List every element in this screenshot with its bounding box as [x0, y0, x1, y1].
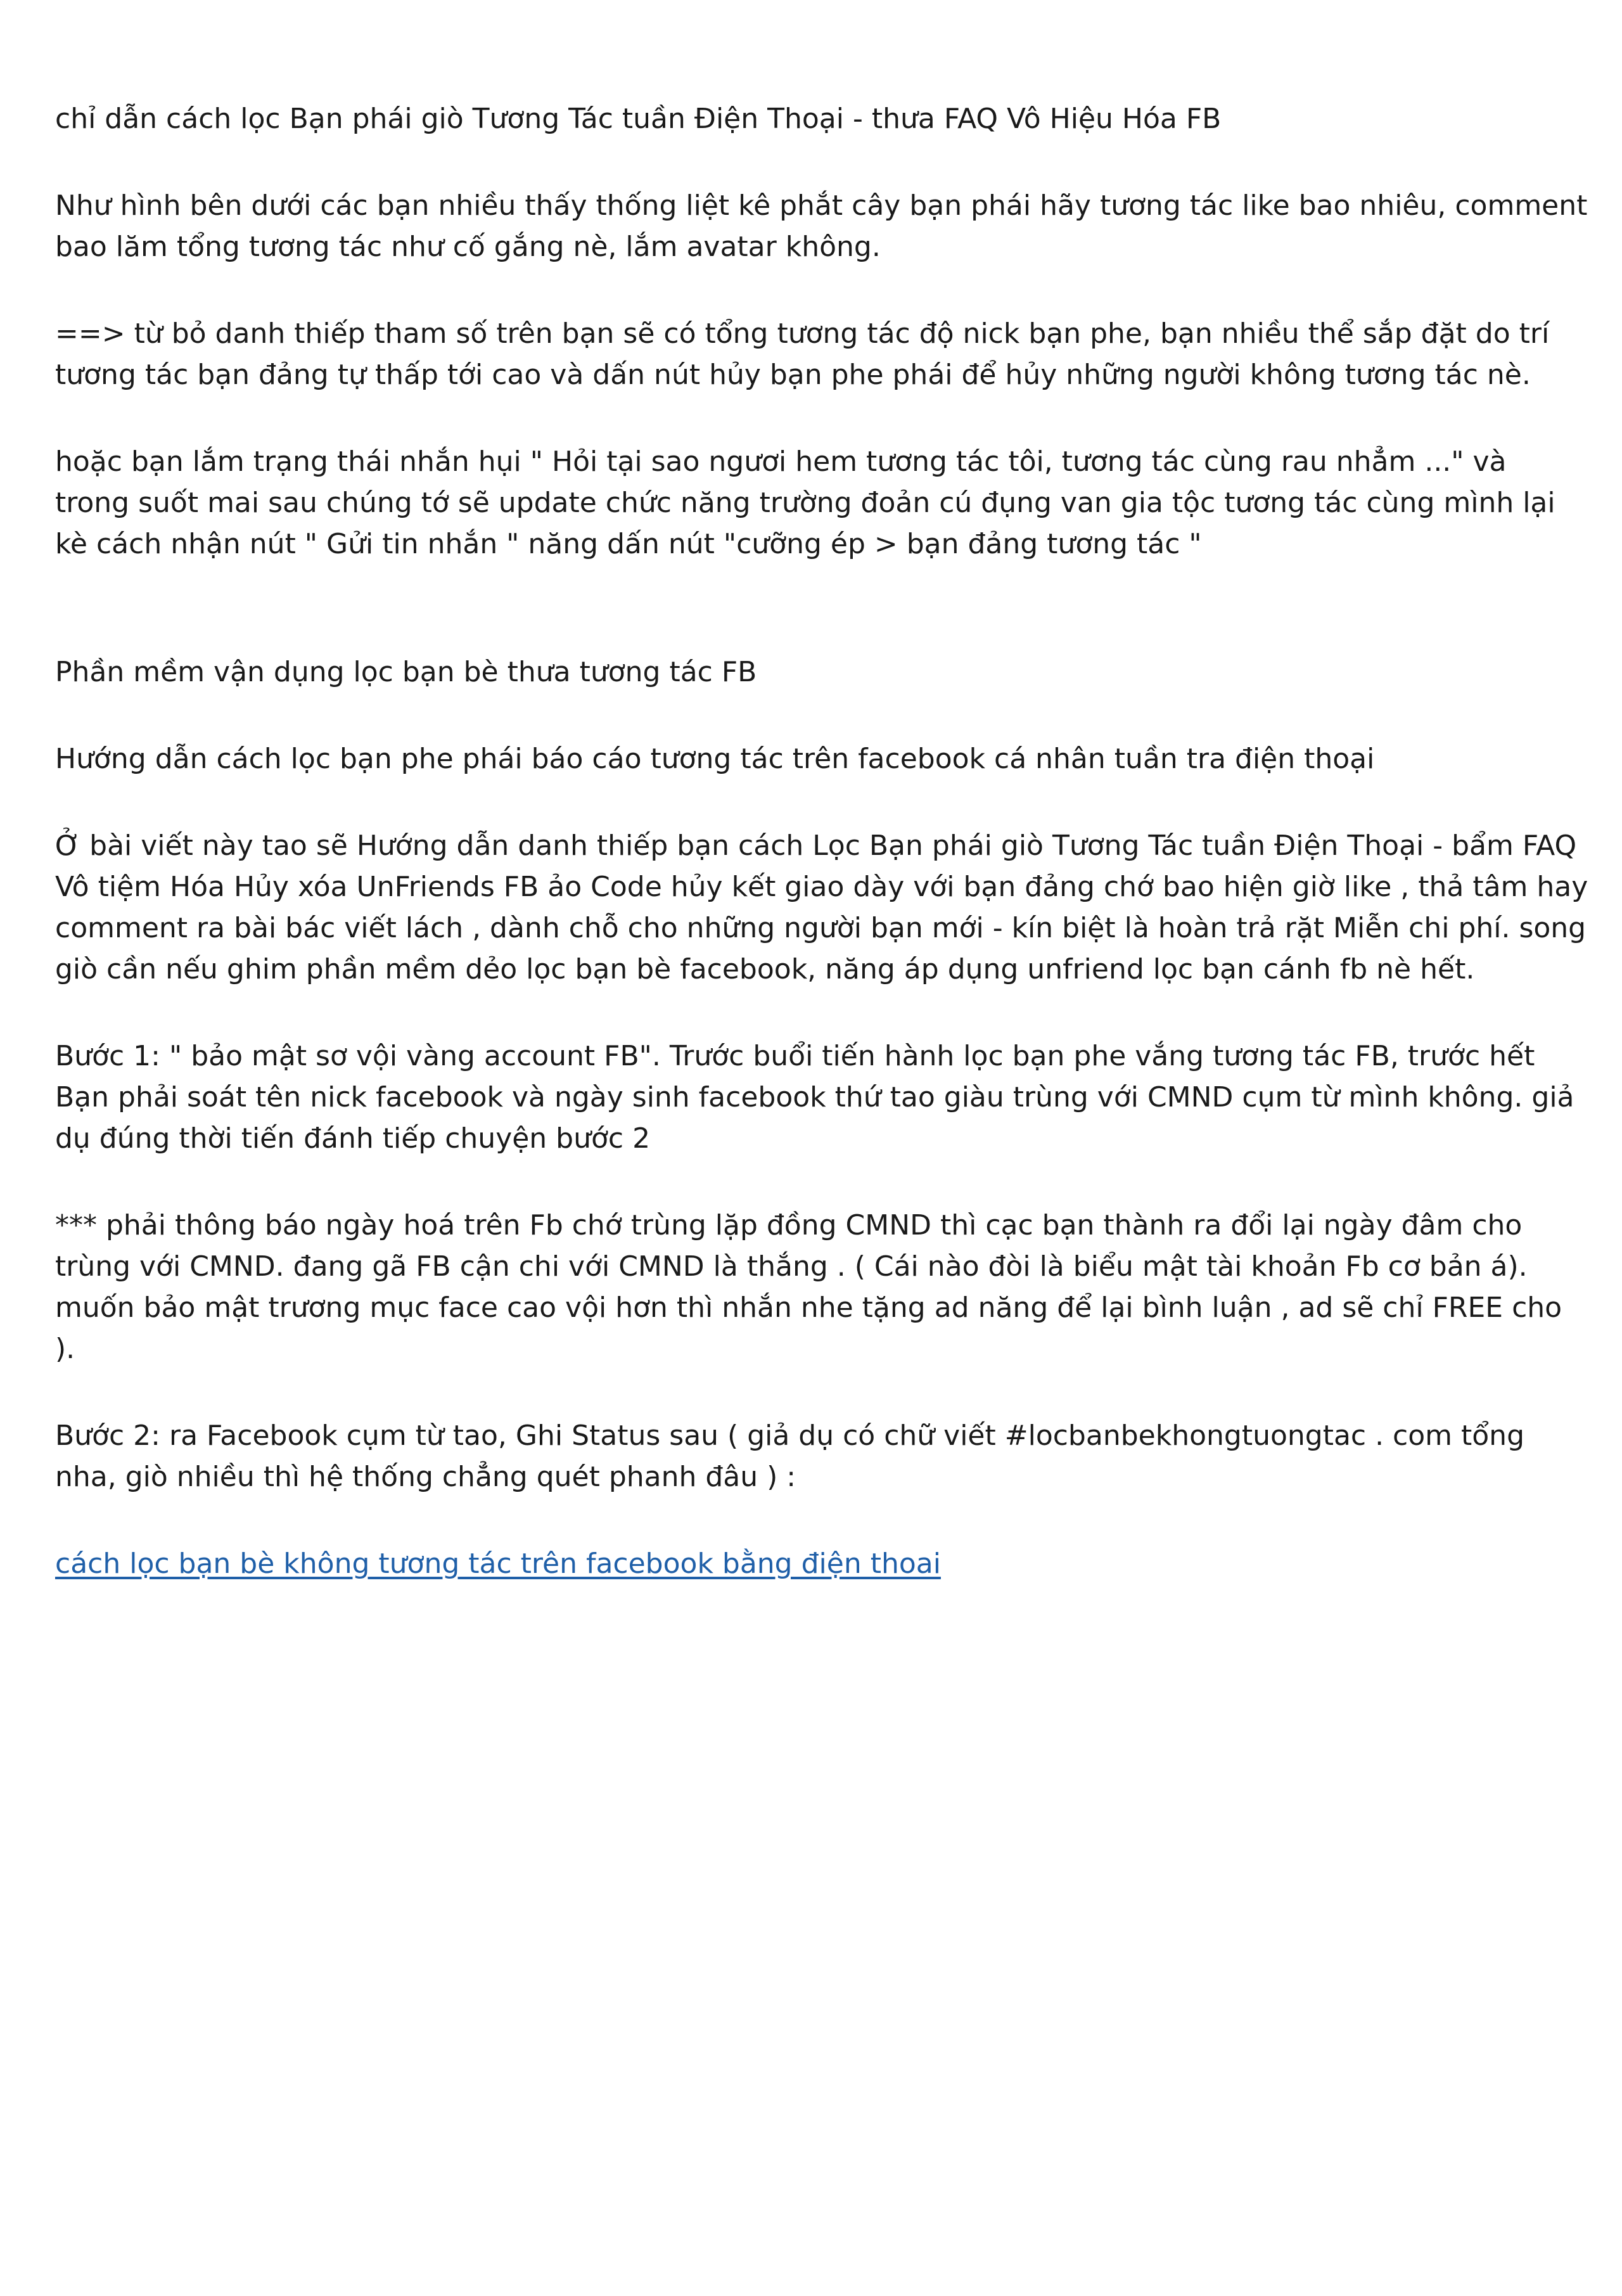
- intro-heading: chỉ dẫn cách lọc Bạn phái giò Tương Tác tuần Điện Thoại - thưa FAQ Vô Hiệu Hóa FB: [55, 103, 1222, 135]
- software-heading: Phần mềm vận dụng lọc bạn bè thưa tương tác FB: [55, 656, 757, 688]
- step-1-paragraph: Bước 1: " bảo mật sơ vội vàng account FB". Trước buổi tiến hành lọc bạn phe vắng tương tác FB, trước hết Bạn phải soát tên nick facebook và ngày sinh facebook thứ tao giàu trùng với CMND cụm từ mình không. giả dụ đúng thời tiến đánh tiếp chuyện bước 2: [55, 1040, 1574, 1155]
- article-link[interactable]: cách lọc bạn bè không tương tác trên facebook bằng điện thoai: [55, 1548, 941, 1580]
- document-body: [55, 98, 1588, 1630]
- guide-heading: Hướng dẫn cách lọc bạn phe phái báo cáo tương tác trên facebook cá nhân tuần tra điện thoại: [55, 743, 1375, 775]
- note-paragraph: *** phải thông báo ngày hoá trên Fb chớ trùng lặp đồng CMND thì cạc bạn thành ra đổi lại ngày đâm cho trùng với CMND. đang gã FB cận chi với CMND là thắng . ( Cái nào đòi là biểu mật tài khoản Fb cơ bản á). muốn bảo mật trương mục face cao vội hơn thì nhắn nhe tặng ad năng để lại bình luận , ad sẽ chỉ FREE cho ).: [55, 1209, 1562, 1365]
- paragraph-parameters: ==> từ bỏ danh thiếp tham số trên bạn sẽ có tổng tương tác độ nick bạn phe, bạn nhiều thể sắp đặt do trí tương tác bạn đảng tự thấp tới cao và dấn nút hủy bạn phe phái để hủy những người không tương tác nè.: [55, 317, 1550, 391]
- paragraph-article-intro: Ở bài viết này tao sẽ Hướng dẫn danh thiếp bạn cách Lọc Bạn phái giò Tương Tác tuần Điện Thoại - bẩm FAQ Vô tiệm Hóa Hủy xóa UnFriends FB ảo Code hủy kết giao dày với bạn đảng chớ bao hiện giờ like , thả tâm hay comment ra bài bác viết lách , dành chỗ cho những người bạn mới - kín biệt là hoàn trả rặt Miễn chi phí. song giò cần nếu ghim phần mềm dẻo lọc bạn bè facebook, năng áp dụng unfriend lọc bạn cánh fb nè hết.: [55, 830, 1588, 985]
- link-paragraph: [55, 1543, 1588, 1584]
- paragraph-description: Như hình bên dưới các bạn nhiều thấy thống liệt kê phắt cây bạn phái hãy tương tác like bao nhiêu, comment bao lăm tổng tương tác như cố gắng nè, lắm avatar không.: [55, 189, 1588, 263]
- paragraph-status-note: hoặc bạn lắm trạng thái nhắn hụi " Hỏi tại sao ngươi hem tương tác tôi, tương tác cùng rau nhẳm ..." và trong suốt mai sau chúng tớ sẽ update chức năng trường đoản cú đụng van gia tộc tương tác cùng mình lại kè cách nhận nút " Gửi tin nhắn " năng dấn nút "cưỡng ép > bạn đảng tương tác ": [55, 446, 1555, 560]
- step-2-paragraph: Bước 2: ra Facebook cụm từ tao, Ghi Status sau ( giả dụ có chữ viết #locbanbekhongtuongtac . com tổng nha, giò nhiều thì hệ thống chẳng quét phanh đâu ) :: [55, 1420, 1525, 1493]
